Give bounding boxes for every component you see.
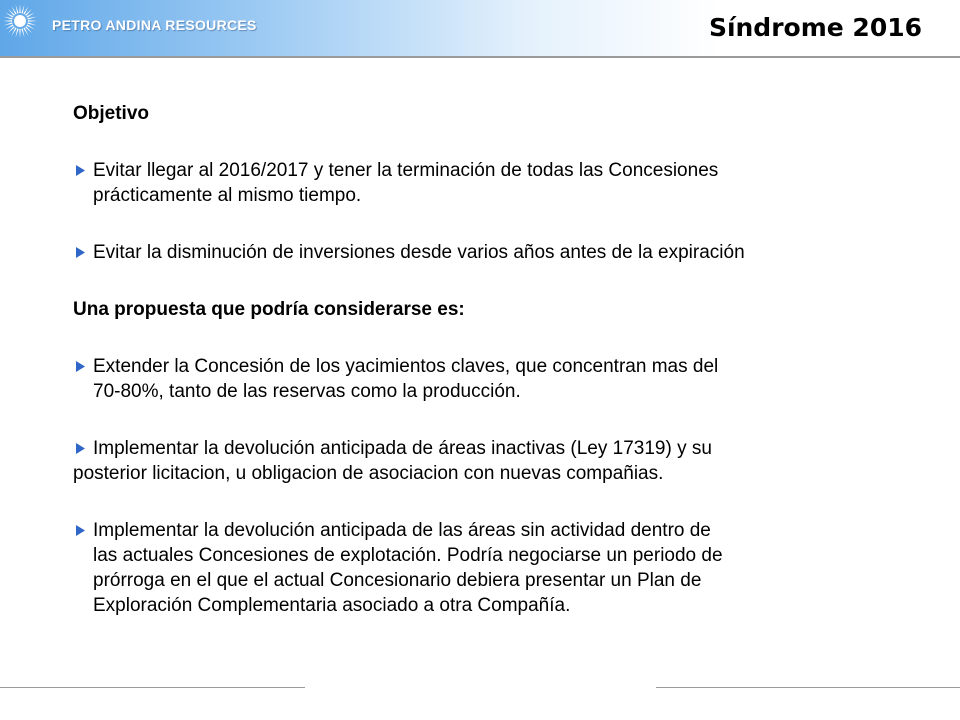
arrow-bullet-icon: [76, 165, 85, 176]
bullet-text-continuation: Exploración Complementaria asociado a otra Compañía.: [93, 595, 571, 616]
company-brand: PETRO ANDINA RESOURCES: [52, 17, 257, 33]
sun-ray: [19, 29, 20, 38]
sun-ray: [4, 17, 13, 20]
proposal-heading: Una propuesta que podría considerarse es:: [73, 299, 465, 320]
bullet-text: Implementar la devolución anticipada de las áreas sin actividad dentro de: [93, 520, 711, 541]
bullet-text-continuation: prácticamente al mismo tiempo.: [93, 185, 362, 206]
arrow-bullet-icon: [76, 525, 85, 536]
sun-ray: [16, 5, 19, 14]
bullet-text-continuation: 70-80%, tanto de las reservas como la producción.: [93, 381, 521, 402]
bullet-item: [73, 354, 918, 404]
sun-ray: [28, 22, 37, 25]
sun-ray: [28, 17, 37, 20]
bullet-text: Extender la Concesión de los yacimientos claves, que concentran mas del: [93, 356, 719, 377]
sun-ray: [28, 20, 37, 21]
arrow-bullet-icon: [76, 247, 85, 258]
slide-header: [0, 0, 960, 58]
bullet-item: [73, 436, 918, 486]
bullet-item: [73, 158, 918, 208]
sun-ray: [21, 5, 24, 14]
slide-title: Síndrome 2016: [708, 13, 922, 42]
arrow-bullet-icon: [76, 443, 85, 454]
bullet-text: Implementar la devolución anticipada de áreas inactivas (Ley 17319) y su: [93, 438, 712, 459]
sun-ray: [21, 29, 24, 38]
bullet-text-continuation: posterior licitacion, u obligacion de asociacion con nuevas compañias.: [73, 463, 664, 484]
bullet-text-continuation: las actuales Concesiones de explotación. Podría negociarse un periodo de: [93, 545, 723, 566]
slide-body: [73, 101, 918, 618]
sun-logo-icon: [1, 2, 45, 46]
arrow-bullet-icon: [76, 361, 85, 372]
footer-divider-left: [0, 687, 305, 688]
bullet-item: [73, 240, 918, 265]
sun-ray: [4, 22, 13, 25]
bullet-text: Evitar llegar al 2016/2017 y tener la terminación de todas las Concesiones: [93, 160, 719, 181]
sun-ray: [16, 29, 19, 38]
objective-heading: Objetivo: [73, 103, 150, 124]
footer-divider-right: [656, 687, 960, 688]
bullet-text: Evitar la disminución de inversiones desde varios años antes de la expiración: [93, 242, 745, 263]
sun-ray: [3, 20, 12, 21]
bullet-text-continuation: prórroga en el que el actual Concesionario debiera presentar un Plan de: [93, 570, 702, 591]
sun-ray: [19, 4, 20, 13]
bullet-item: [73, 518, 918, 618]
